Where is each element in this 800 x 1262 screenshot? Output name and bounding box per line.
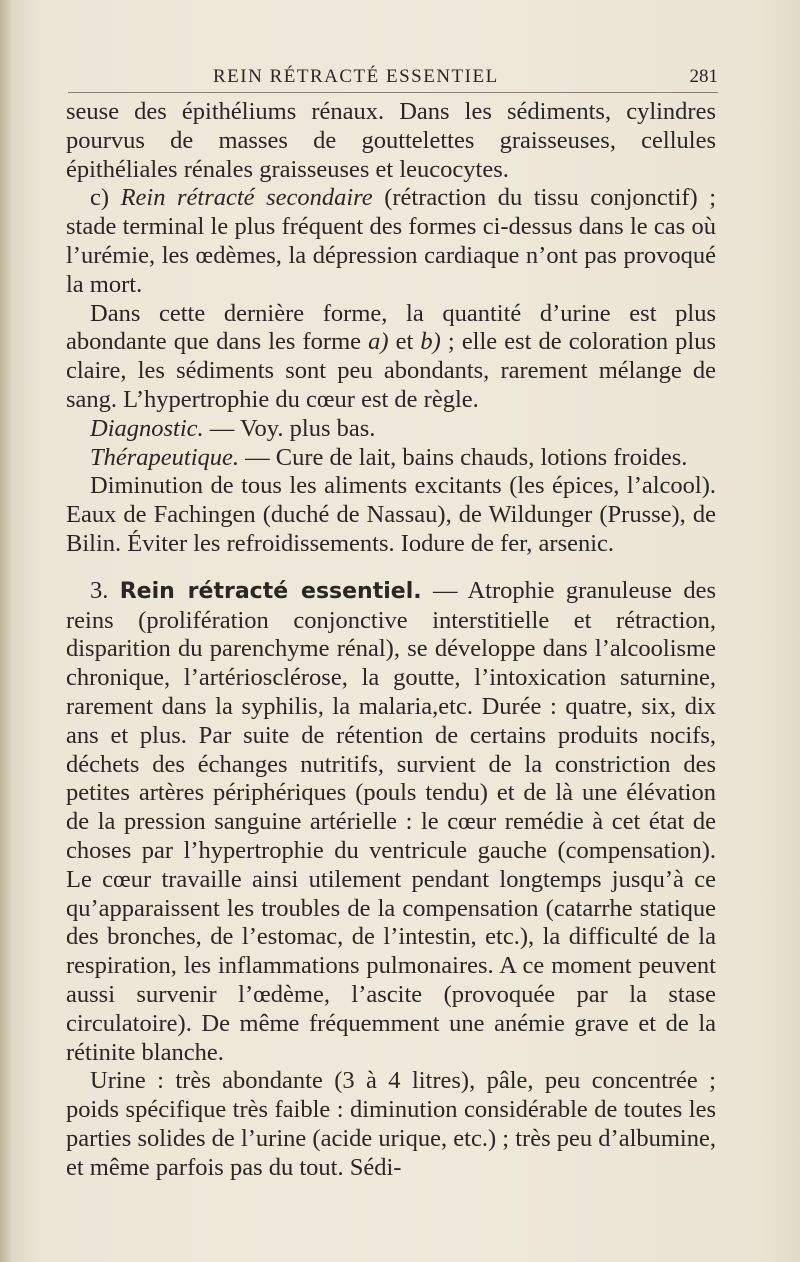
running-title: REIN RÉTRACTÉ ESSENTIEL [213, 66, 499, 87]
subheading-rein-retracte-secondaire: Rein rétracté secondaire [120, 184, 373, 212]
paragraph-therapeutique [66, 444, 716, 473]
paragraph-diagnostic [66, 415, 716, 444]
paragraph-continuation: seuse des épithéliums rénaux. Dans les sédiments, cylindres pourvus de masses de gouttelettes graisseuses, cellules épithéliales rénales graisseuses et leucocytes. [66, 98, 716, 183]
body-text [66, 98, 716, 1182]
paragraph-rein-retracte-secondaire [66, 184, 716, 299]
header-rule [68, 92, 718, 93]
section-number: 3. [90, 576, 109, 604]
paragraph-text: (rétraction du tissu conjonctif) ; stade terminal le plus fréquent des formes ci-dessus dans le cas où l’urémie, les œdèmes, la dépression cardiaque n’ont pas provoqué la mort. [66, 184, 717, 298]
paragraph-text: — Voy. plus bas. [209, 414, 376, 442]
paragraph-text: — Cure de lait, bains chauds, lotions froides. [245, 443, 688, 471]
form-ref-a: a) [368, 328, 389, 356]
page-number: 281 [689, 66, 718, 87]
paragraph-text: ; elle est de coloration plus claire, les sédiments sont peu abondants, rarement mélange de sang. L’hypertrophie du cœur est de règle. [66, 328, 717, 413]
subheading-diagnostic: Diagnostic. [90, 414, 204, 442]
list-label: c) [90, 184, 110, 212]
section-heading: Rein rétracté essentiel. [119, 578, 422, 604]
subheading-therapeutique: Thérapeutique. [90, 443, 240, 471]
running-header [68, 66, 718, 90]
paragraph-diminution: Diminution de tous les aliments excitants (les épices, l’alcool). Eaux de Fachingen (duché de Nassau), de Wildunger (Prusse), de Bilin. Éviter les refroidissements. Iodure de fer, arsenic. [66, 472, 716, 557]
paragraph-text: — Atrophie granuleuse des reins (prolifération conjonctive interstitielle et rétraction, disparition du parenchyme rénal), se développe dans l’alcoolisme chronique, l’artériosclérose, la goutte, l’intoxication saturnine, rarement dans la syphilis, la malaria,etc. Durée : quatre, six, dix ans et plus. Par suite de rétention de certains produits nocifs, déchets des échanges nutritifs, survient de la constriction des petites artères périphériques (pouls tendu) et de là une élévation de la pression sanguine artérielle : le cœur remédie à cet état de choses par l’hypertrophie du ventricule gauche (compensation). Le cœur travaille ainsi utilement pendant longtemps jusqu’à ce qu’apparaissent les troubles de la compensation (catarrhe statique des bronches, de l’estomac, de l’intestin, etc.), la difficulté de la respiration, les inflammations pulmonaires. A ce moment peuvent aussi survenir l’œdème, l’ascite (provoquée par la stase circulatoire). De même fréquemment une anémie grave et de la rétinite blanche. [66, 576, 717, 1066]
paragraph-urine: Urine : très abondante (3 à 4 litres), pâle, peu concentrée ; poids spécifique très faible : diminution considérable de toutes les parties solides de l’urine (acide urique, etc.) ; très peu d’albumine, et même parfois pas du tout. Sédi- [66, 1067, 716, 1181]
paragraph-derniere-forme [66, 300, 716, 415]
page-spine-shadow [0, 0, 14, 1262]
paragraph-text: Dans cette dernière forme, la quantité d’urine est plus abondante que dans les forme [66, 299, 716, 356]
paragraph-text: et [395, 328, 414, 356]
section-rein-retracte-essentiel [66, 577, 716, 1068]
form-ref-b: b) [420, 328, 441, 356]
